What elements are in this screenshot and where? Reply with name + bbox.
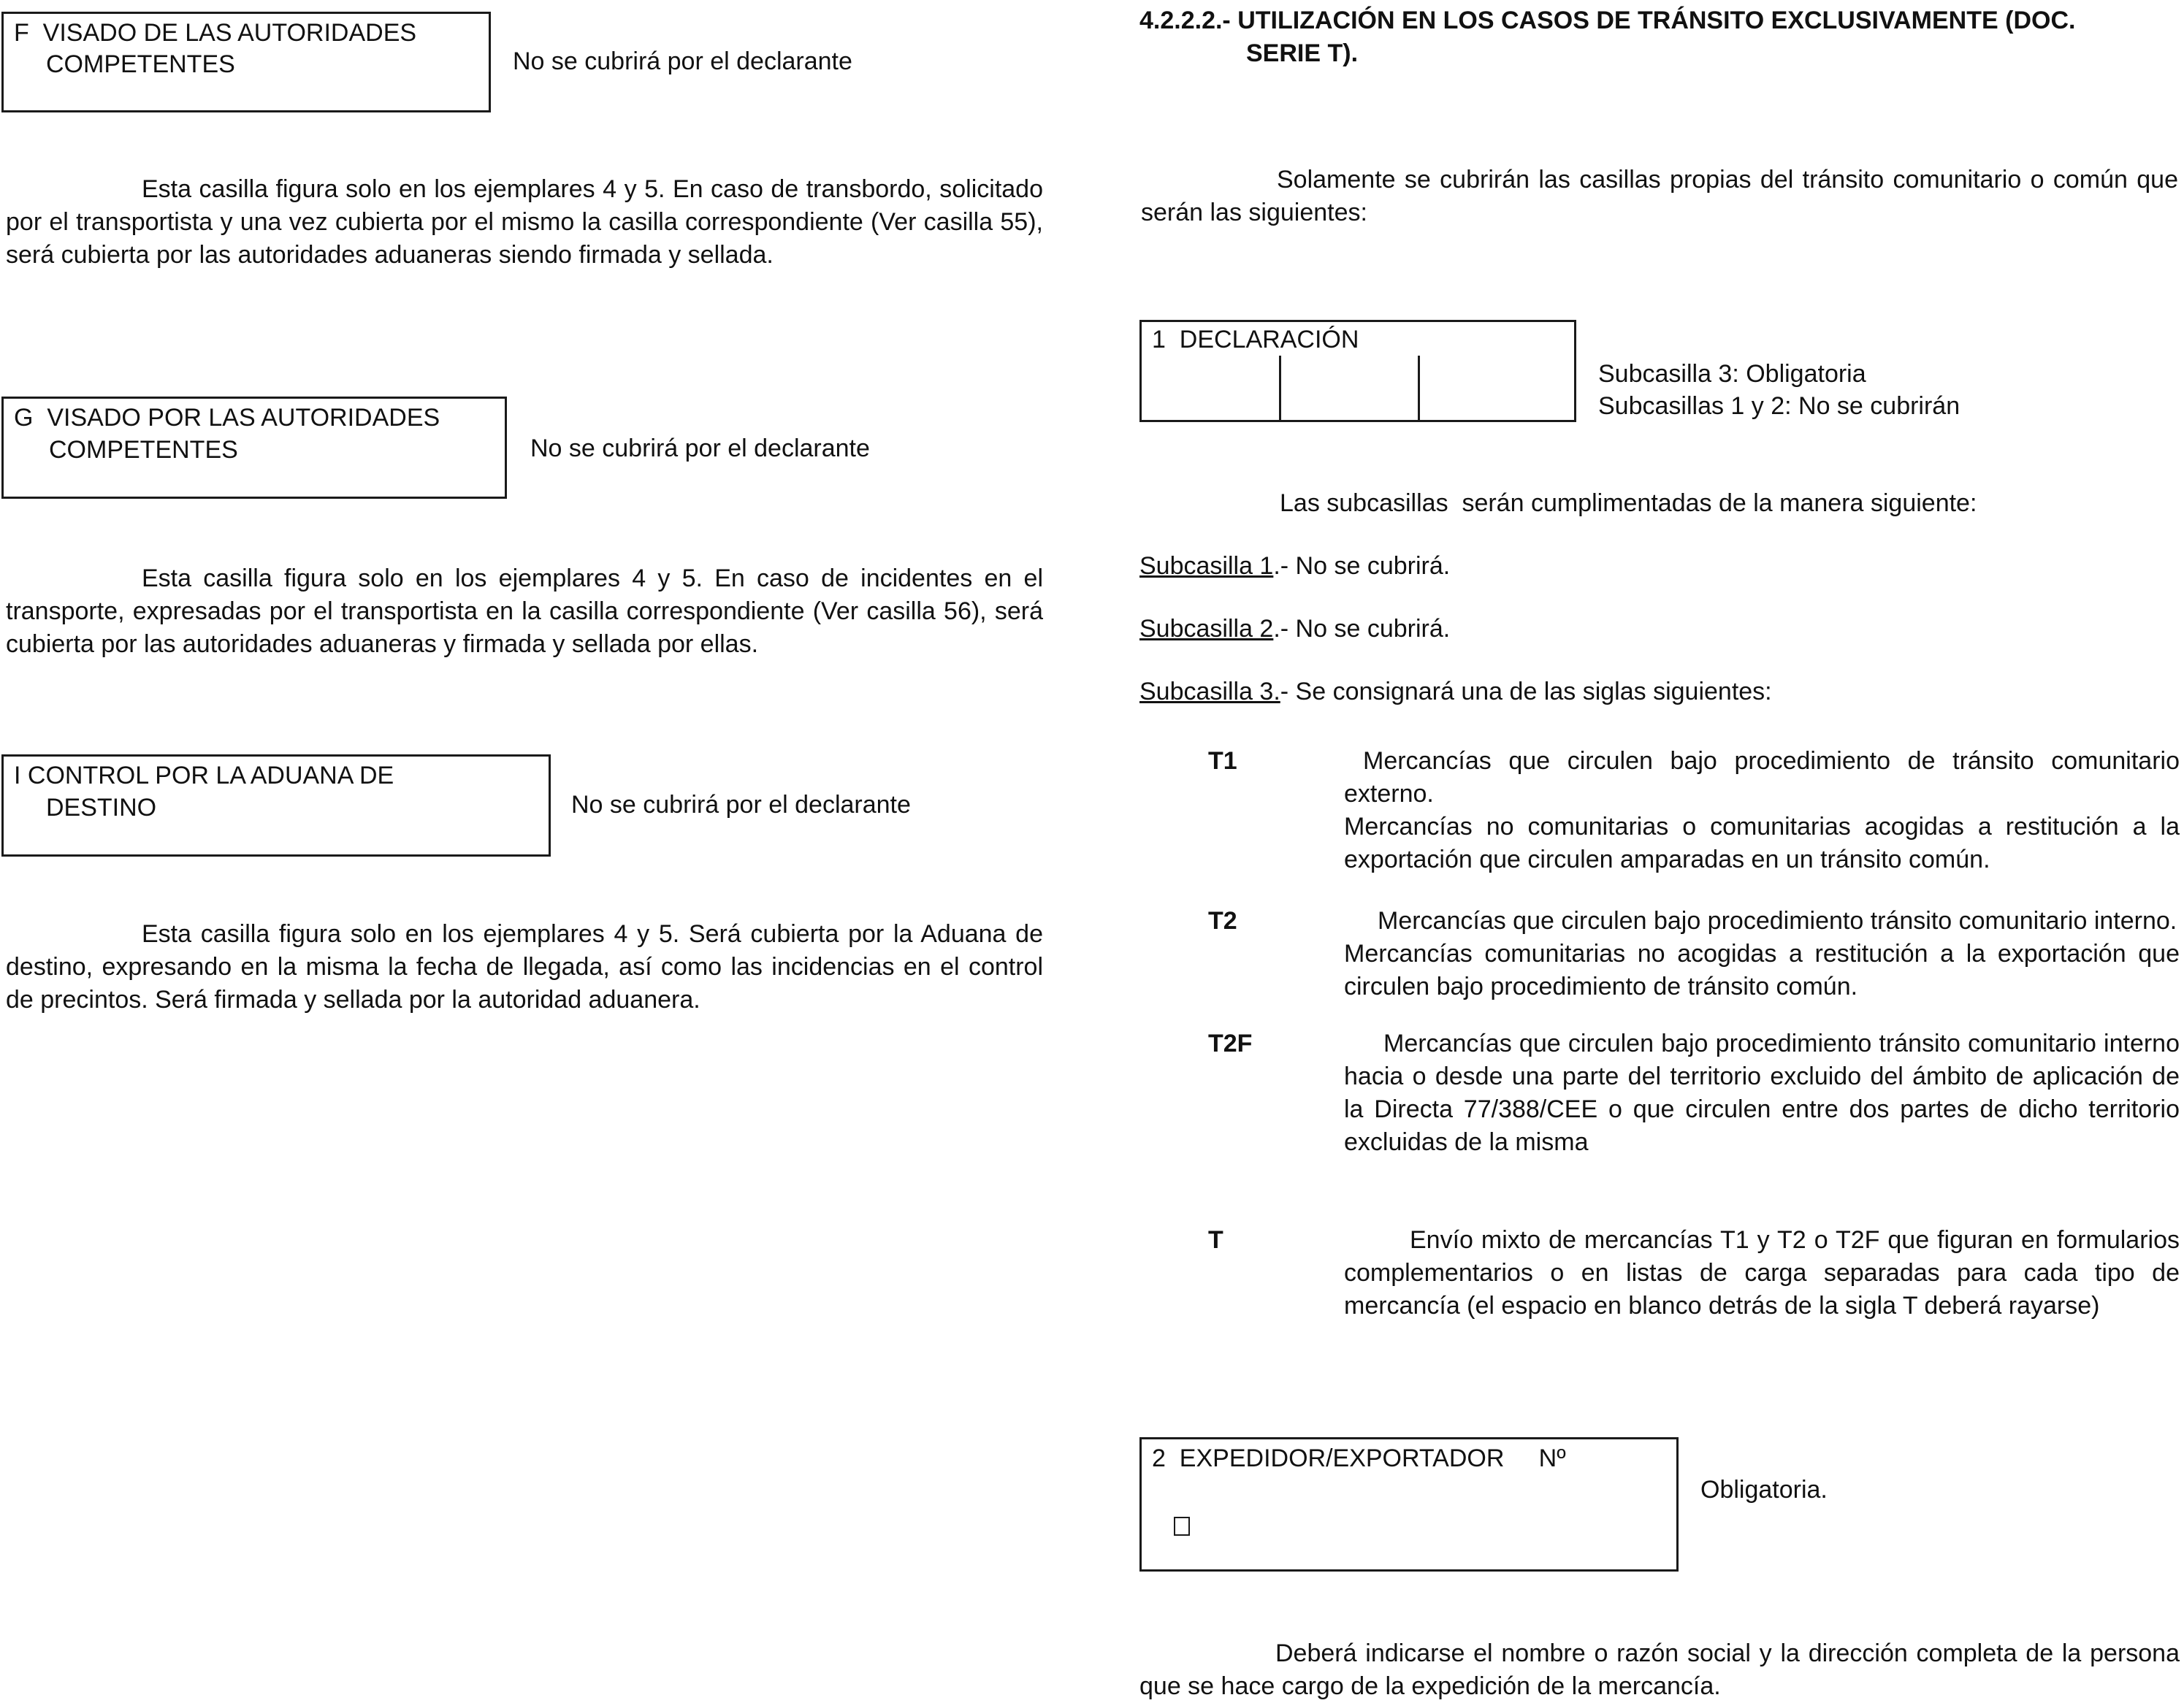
box-i-title-2: DESTINO xyxy=(46,794,157,822)
section-heading xyxy=(1139,4,2177,37)
code-t2-line-2: Mercancías comunitarias no acogidas a restitución a la exportación que circulen bajo procedimiento de tránsito común. xyxy=(1344,940,2180,1000)
code-t-line-1: Envío mixto de mercancías T1 y T2 o T2F que figuran en formularios complementarios o en listas de carga separadas para cada tipo de mercancía (el espacio en blanco detrás de la sigla T deberá rayarse) xyxy=(1344,1226,2180,1320)
box-1-sub12: Subcasillas 1 y 2: No se cubrirán xyxy=(1598,392,1960,420)
box-2-note: Obligatoria. xyxy=(1700,1476,1828,1504)
box-g-paragraph: Esta casilla figura solo en los ejemplares 4 y 5. En caso de incidentes en el transporte, expresadas por el transportista en la casilla correspondiente (Ver casilla 56), será cubierta por las autoridades aduaneras y firmada y sellada por ellas. xyxy=(6,565,1043,658)
subcasilla-3 xyxy=(1139,676,1772,708)
box-i-title: I CONTROL POR LA ADUANA DE xyxy=(14,762,394,789)
subcasilla-2-text: .- No se cubrirá. xyxy=(1273,615,1451,643)
box-f-title: F VISADO DE LAS AUTORIDADES xyxy=(14,19,417,47)
code-t1-description xyxy=(1344,745,2180,876)
closing-paragraph: Deberá indicarse el nombre o razón social y la dirección completa de la persona que se hace cargo de la expedición de la mercancía. xyxy=(1139,1639,2180,1700)
intro-paragraph: Solamente se cubrirán las casillas propias del tránsito comunitario o común que serán las siguientes: xyxy=(1141,166,2178,226)
box-f-title-2: COMPETENTES xyxy=(46,50,235,78)
code-t2-description xyxy=(1344,905,2180,1003)
code-t: T xyxy=(1208,1226,1223,1254)
box-i-note: No se cubrirá por el declarante xyxy=(571,791,911,819)
box-g-title-2: COMPETENTES xyxy=(49,436,238,464)
box-i xyxy=(1,754,551,857)
subcasilla-1-label: Subcasilla 1 xyxy=(1139,552,1274,580)
box-2-checkbox[interactable] xyxy=(1174,1517,1190,1536)
subcasilla-1-text: .- No se cubrirá. xyxy=(1273,552,1451,580)
box-1-title: 1 DECLARACIÓN xyxy=(1152,326,1359,353)
box-1-declaracion xyxy=(1139,320,1576,422)
box-g-note: No se cubrirá por el declarante xyxy=(530,435,870,462)
box-2-expedidor xyxy=(1139,1437,1679,1572)
section-heading-text: UTILIZACIÓN EN LOS CASOS DE TRÁNSITO EXCLUSIVAMENTE (DOC. xyxy=(1237,7,2076,34)
box-1-divider-a xyxy=(1279,356,1281,421)
box-g xyxy=(1,397,507,499)
section-heading-number: 4.2.2.2.- xyxy=(1139,7,1231,34)
code-t1-line-2: Mercancías no comunitarias o comunitarias acogidas a restitución a la exportación que circulen amparadas en un tránsito común. xyxy=(1344,813,2180,873)
code-t2: T2 xyxy=(1208,907,1237,935)
code-t1-line-1: Mercancías que circulen bajo procedimiento de tránsito comunitario externo. xyxy=(1344,747,2180,808)
subcasillas-intro: Las subcasillas serán cumplimentadas de la manera siguiente: xyxy=(1280,489,1977,517)
box-f-paragraph: Esta casilla figura solo en los ejemplares 4 y 5. En caso de transbordo, solicitado por el transportista y una vez cubierta por el mismo la casilla correspondiente (Ver casilla 55), será cubierta por las autoridades aduaneras siendo firmada y sellada. xyxy=(6,175,1043,269)
box-2-title: 2 EXPEDIDOR/EXPORTADOR Nº xyxy=(1152,1444,1566,1472)
code-t2f-description xyxy=(1344,1027,2180,1159)
subcasilla-1 xyxy=(1139,550,1450,583)
code-t1: T1 xyxy=(1208,747,1237,775)
box-i-paragraph: Esta casilla figura solo en los ejemplares 4 y 5. Será cubierta por la Aduana de destino, expresando en la misma la fecha de llegada, así como las incidencias en el control de precintos. Será firmada y sellada por la autoridad aduanera. xyxy=(6,920,1043,1014)
code-t2f: T2F xyxy=(1208,1030,1253,1057)
subcasilla-3-label: Subcasilla 3. xyxy=(1139,678,1280,705)
code-t2-line-1: Mercancías que circulen bajo procedimiento tránsito comunitario interno. xyxy=(1378,907,2177,935)
box-f-note: No se cubrirá por el declarante xyxy=(513,47,852,75)
box-1-sub3: Subcasilla 3: Obligatoria xyxy=(1598,360,1866,388)
code-t-description xyxy=(1344,1224,2180,1323)
code-t2f-line-1: Mercancías que circulen bajo procedimiento tránsito comunitario interno hacia o desde una parte del territorio excluido del ámbito de aplicación de la Directa 77/388/CEE o que circulen entre dos partes de dicho territorio excluidas de la misma xyxy=(1344,1030,2180,1156)
subcasilla-3-text: - Se consignará una de las siglas siguientes: xyxy=(1280,678,1772,705)
box-1-divider-b xyxy=(1418,356,1420,421)
box-g-title: G VISADO POR LAS AUTORIDADES xyxy=(14,404,440,432)
section-heading-line-2: SERIE T). xyxy=(1246,39,1359,67)
box-f xyxy=(1,12,491,112)
subcasilla-2 xyxy=(1139,613,1450,646)
subcasilla-2-label: Subcasilla 2 xyxy=(1139,615,1274,643)
